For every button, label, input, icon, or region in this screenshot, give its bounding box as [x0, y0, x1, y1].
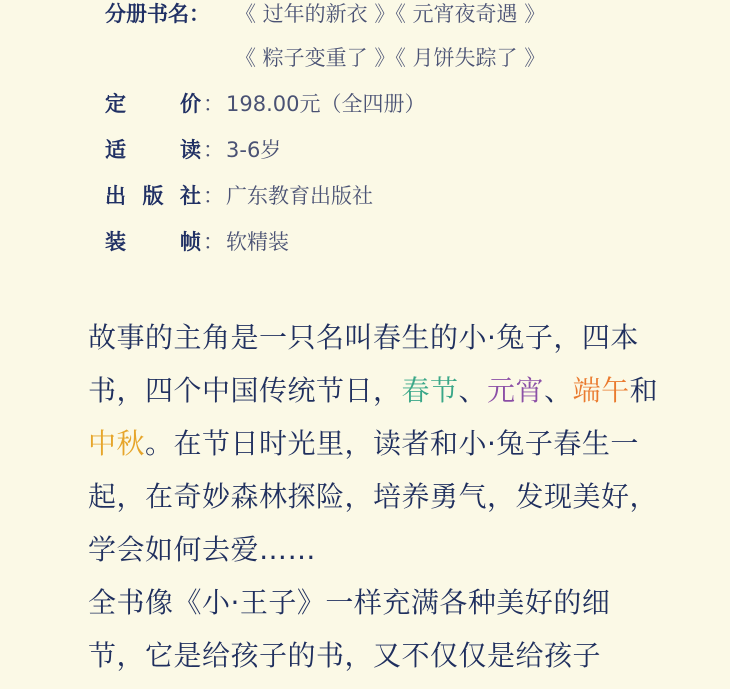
- binding-colon: ：: [203, 230, 224, 254]
- festival-dragon-boat: 端午: [572, 374, 630, 407]
- price-colon: ：: [203, 92, 224, 116]
- price-label: 定价: [105, 92, 201, 116]
- festival-mid-autumn: 中秋: [88, 427, 146, 460]
- book-description: [88, 311, 663, 682]
- separator-1: 、: [458, 374, 488, 407]
- festival-spring: 春节: [401, 374, 459, 407]
- publisher-colon: ：: [203, 184, 224, 208]
- description-paragraph-2: 全书像《小·王子》一样充满各种美好的细节，它是给孩子的书，又不仅仅是给孩子: [88, 586, 611, 672]
- binding-label: 装帧: [105, 230, 201, 254]
- publisher-value: 广东教育出版社: [226, 184, 373, 208]
- price-value: 198.00元（全四册）: [226, 92, 426, 116]
- age-colon: ：: [203, 138, 224, 162]
- age-value: 3-6岁: [226, 138, 282, 162]
- publisher-label: 出版社: [105, 184, 201, 208]
- books-value-line2: 《 粽子变重了 》《 月饼失踪了 》: [235, 46, 546, 70]
- books-label: 分册书名：: [105, 2, 210, 26]
- binding-value: 软精装: [226, 230, 289, 254]
- conjunction-and: 和: [629, 374, 659, 407]
- separator-2: 、: [544, 374, 573, 407]
- age-label: 适读: [105, 138, 201, 162]
- festival-lantern: 元宵: [487, 374, 545, 407]
- description-paragraph-1: [88, 311, 663, 576]
- description-text-1: 故事的主角是一只名叫春生的小·兔子，四本书，四个中国传统节日，: [88, 321, 639, 407]
- description-text-2: 。在节日时光里，读者和小·兔子春生一起，在奇妙森林探险，培养勇气，发现美好，学会如何去爱……: [88, 427, 659, 566]
- books-value-line1: 《 过年的新衣 》《 元宵夜奇遇 》: [235, 2, 546, 26]
